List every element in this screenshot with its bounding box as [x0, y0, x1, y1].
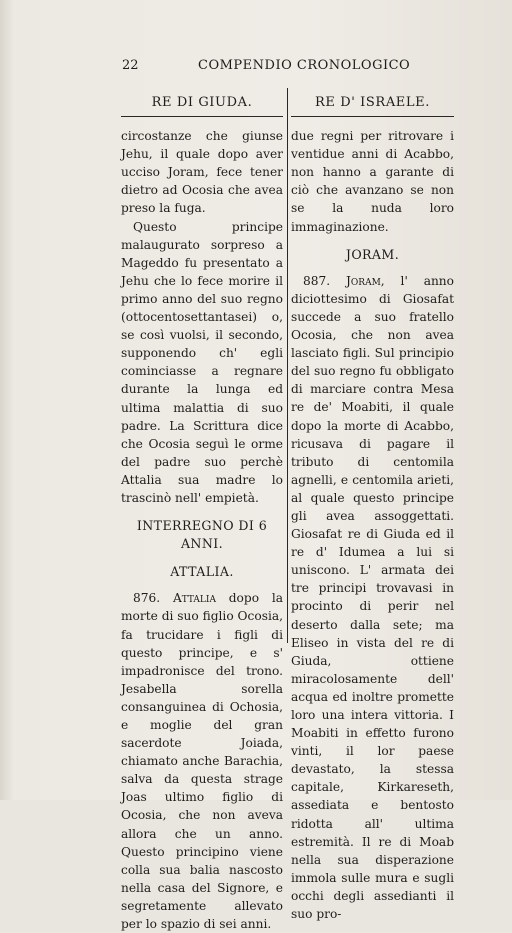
entry-text: , l' anno diciottesimo di Giosafat succede a suo fratello Ocosia, che non avea lasciato figli. Sul principio del suo regno fu obbligato di marciare contra Mesa re de' Moabiti, il quale dopo la morte di Acabbo, ricusava di pagare il tributo di centomila agnelli, e centomila arieti, al quale questo principe gli avea assoggettati. Giosafat re di Giuda ed il re d' Idumea a lui si uniscono. L' armata dei tre principi trovavasi in procinto di perir nel deserto dalla sete; ma Eliseo in vista del re di Giuda, ottiene miracolosamente dell' acqua ed inoltre promette loro una intera vittoria. I Moabiti in effetto furono vinti, il lor paese devastato, la stessa capitale, Kirkareseth, assediata e bentosto ridotta all' ultima estremità. Il re di Moab nella sua disperazione immola sulle mura e sugli occhi degli assedianti il suo pro-: [291, 273, 454, 922]
section-heading-interregno: INTERREGNO DI 6 ANNI.: [136, 518, 268, 552]
right-paragraph-1: due regni per ritrovare i ventidue anni di Acabbo, non hanno a garante di ciò che avanzano se non se la nuda loro immaginazione.: [291, 129, 454, 234]
left-column: [121, 92, 283, 933]
left-paragraph-1: circostanze che giunse Jehu, il quale dopo aver ucciso Joram, fece tener dietro ad Ocosia che avea preso la fuga.: [121, 129, 283, 216]
section-heading-attalia: ATTALIA.: [170, 564, 234, 580]
right-column: [291, 92, 454, 923]
right-column-heading: RE D' ISRAELE.: [291, 94, 454, 117]
page-header: [118, 58, 448, 76]
entry-text: dopo la morte di suo figlio Ocosia, fa trucidare i figli di questo principe, e s' impadronisce del trono. Jesabella sorella consanguinea di Ochosia, e moglie del gran sacerdote Joiada, chiamato anche Barachia, salva da questa strage Joas ultimo figlio di Ocosia, che non aveva allora che un anno. Questo principino viene colla sua balia nascosto nella casa del Signore, e segretamente allevato per lo spazio di sei anni.: [121, 591, 283, 932]
left-paragraph-3: [121, 589, 283, 933]
column-divider: [287, 88, 288, 643]
section-heading-joram: JORAM.: [345, 246, 400, 262]
entry-number: 887.: [303, 273, 331, 288]
page-number: 22: [122, 58, 139, 73]
running-title: COMPENDIO CRONOLOGICO: [198, 58, 411, 73]
entry-number: 876.: [133, 591, 161, 606]
entry-name: Attalia: [172, 591, 216, 606]
left-column-heading: RE DI GIUDA.: [121, 94, 283, 117]
right-paragraph-2: [291, 272, 454, 923]
left-paragraph-2: Questo principe malaugurato sorpreso a Mageddo fu presentato a Jehu che lo fece morire il primo anno del suo regno (ottocentosettantasei) o, se così vuolsi, il secondo, supponendo ch' egli cominciasse a regnare durante la lunga ed ultima malattia di suo padre. La Scrittura dice che Ocosia seguì le orme del padre suo perchè Attalia sua madre lo trascinò nell' empietà.: [121, 219, 283, 505]
entry-name: Joram: [346, 273, 381, 288]
